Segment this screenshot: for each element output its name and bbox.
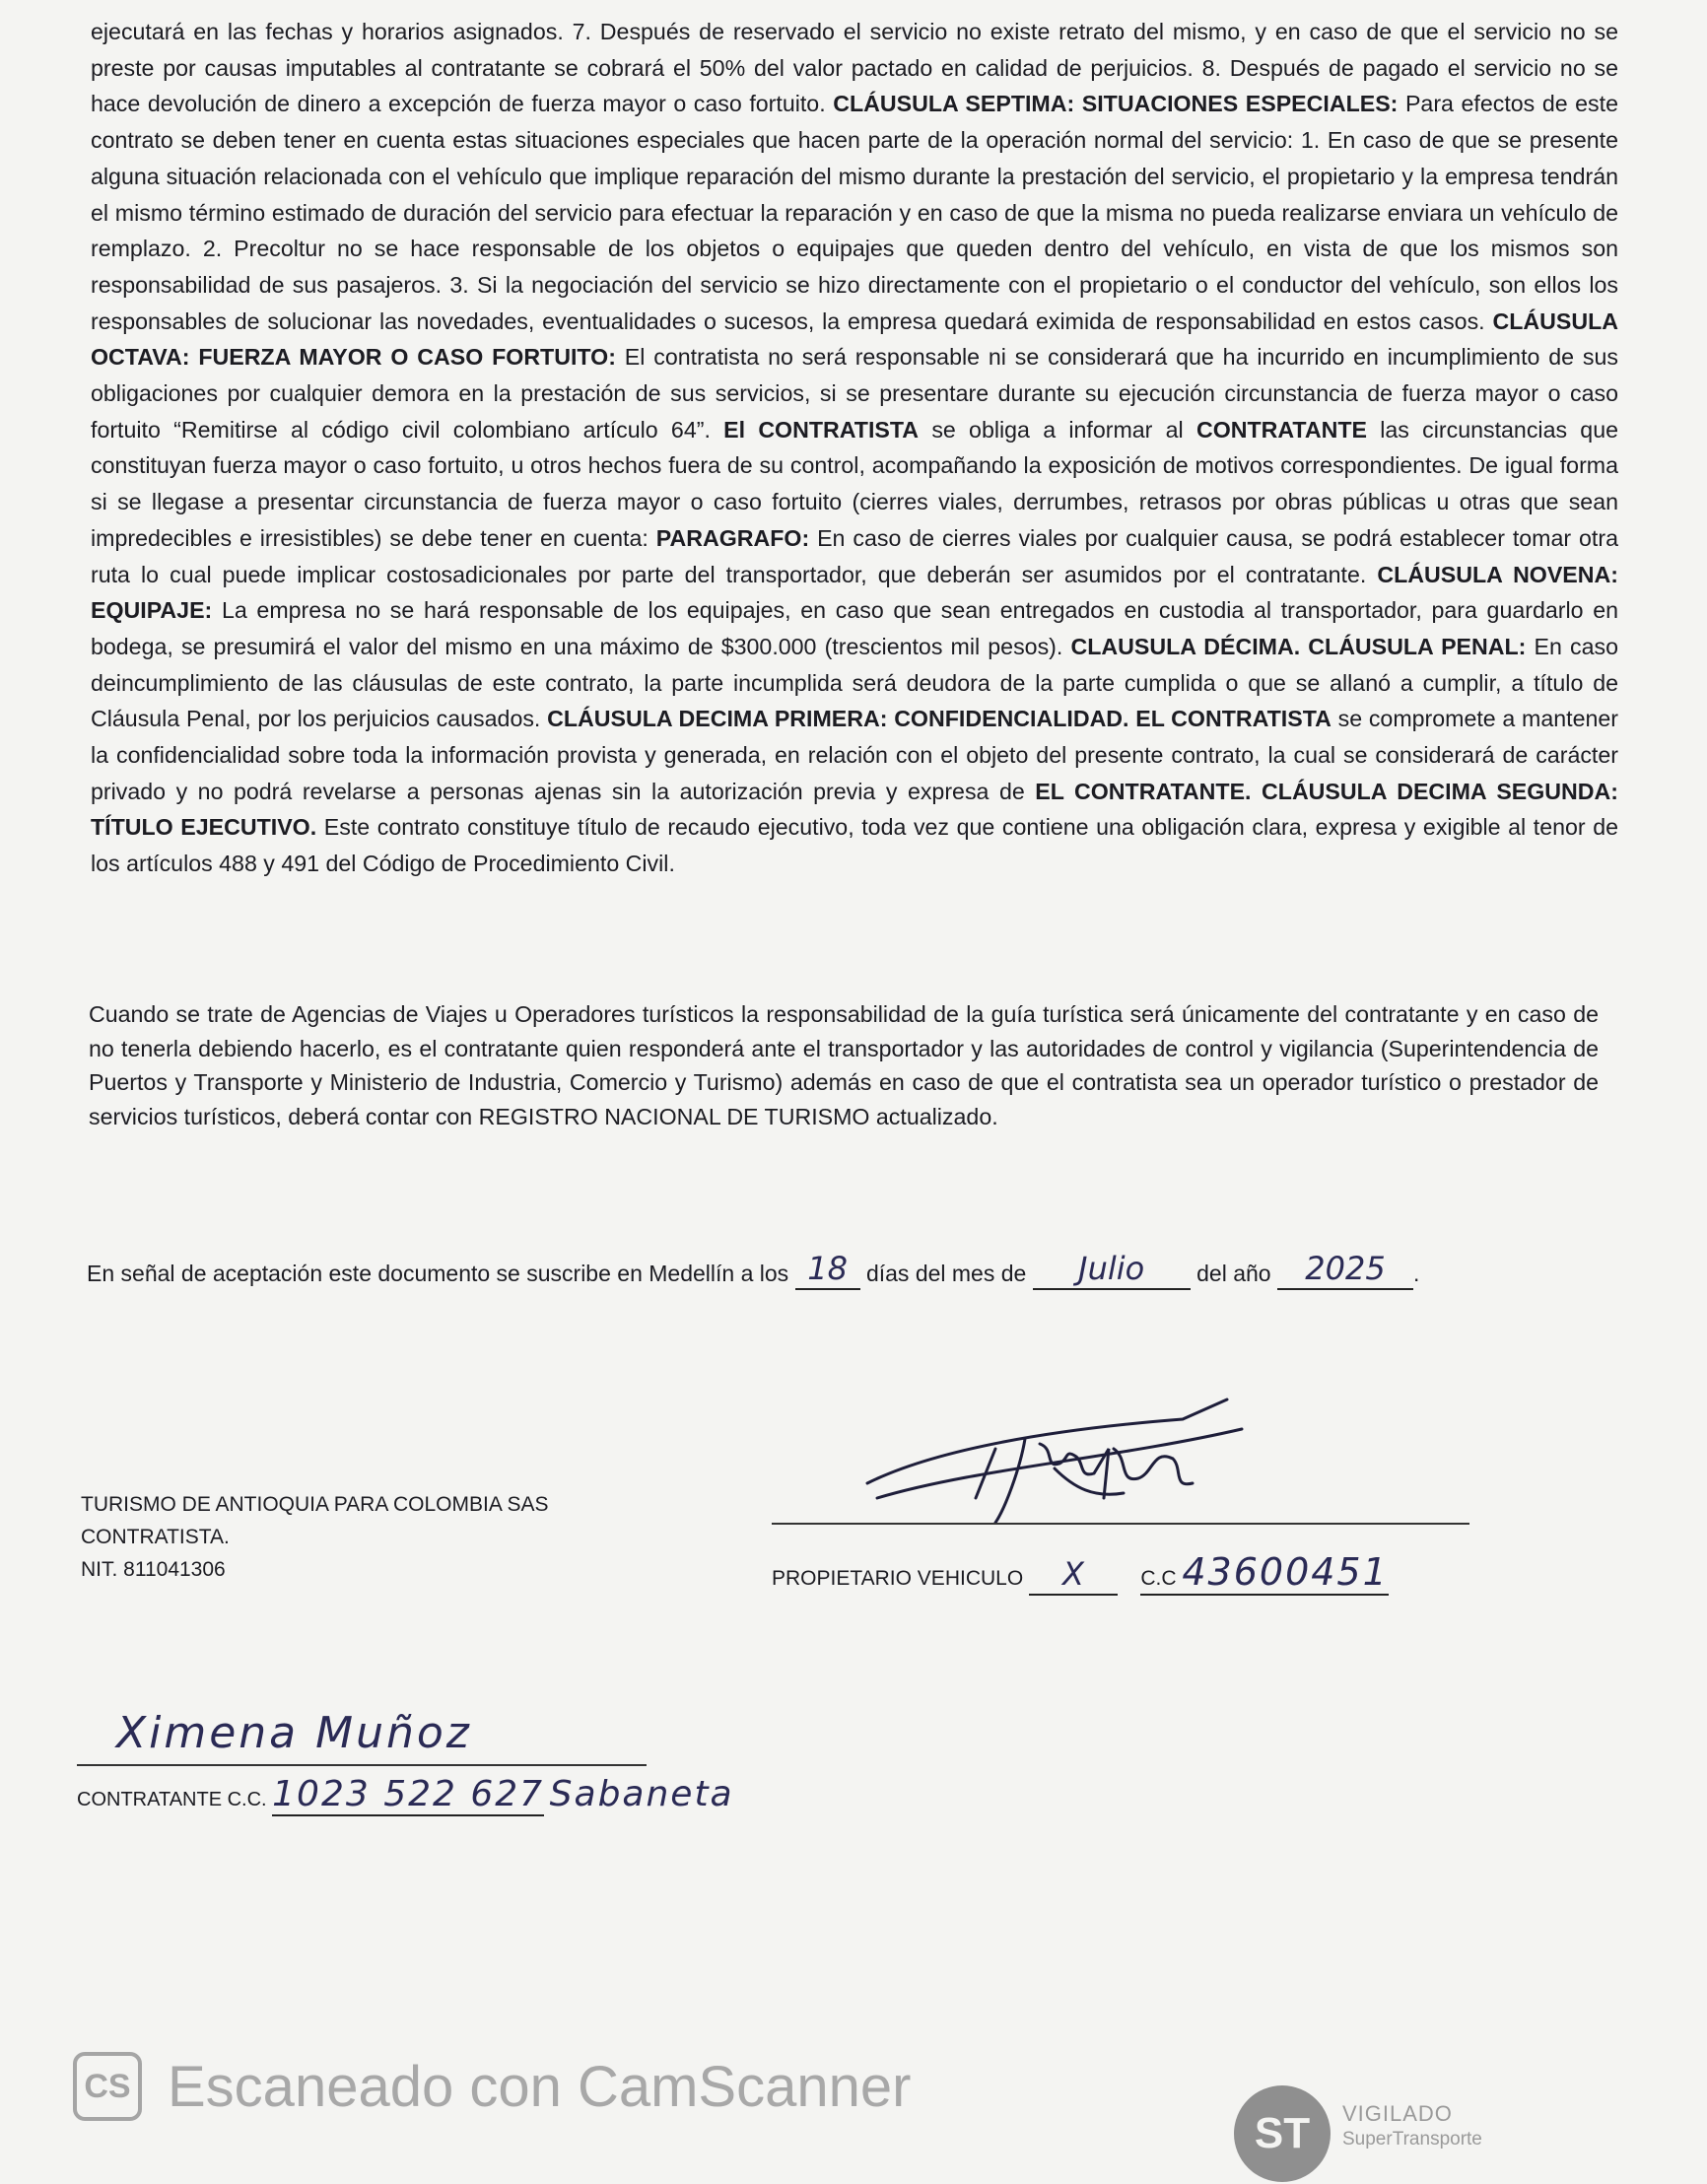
contratista-block: [81, 1488, 549, 1586]
day-value: 18: [807, 1250, 848, 1287]
contratista-role: CONTRATISTA.: [81, 1526, 230, 1548]
propietario-label: PROPIETARIO VEHICULO: [772, 1567, 1024, 1590]
clause-title: PARAGRAFO:: [655, 524, 810, 551]
clause-text: se obliga a informar al: [931, 416, 1184, 443]
contratante-cc-block: [77, 1774, 734, 1814]
month-field: [1033, 1250, 1191, 1290]
clause-text: El contratista no será responsable ni se considerará que ha incurrido en incumplimiento de sus obligaciones por cualquier demora en la prestación de sus servicios, si se presentare durante su ejecución circunstancia de fuerza mayor o caso fortuito “Remitirse al código civil colombiano artículo 64”.: [91, 344, 1618, 443]
clause-text: ejecutará en las fechas y horarios asignados. 7. Después de reservado el servicio no existe retrato del mismo, y en caso de que el servicio no se preste por causas imputables al contratante se cobrará el 50% del valor pactado en calidad de perjuicios. 8. Después de pagado el servicio no se hace devolución de dinero a excepción de fuerza mayor o caso fortuito.: [91, 19, 1618, 117]
company-name: TURISMO DE ANTIOQUIA PARA COLOMBIA SAS: [81, 1493, 549, 1516]
clause-title: CLÁUSULA DECIMA PRIMERA: CONFIDENCIALIDAD.: [547, 706, 1129, 732]
camscanner-logo-icon: CS: [73, 2052, 142, 2121]
clause-text: Para efectos de este contrato se deben tener en cuenta estas situaciones especiales que hacen parte de la operación normal del servicio: 1. En caso de que se presente alguna situación relacionada con el vehículo que implique reparación del mismo durante la prestación del servicio, el propietario y la empresa tendrán el mismo término estimado de duración del servicio para efectuar la reparación y en caso de que la misma no pueda realizarse enviara un vehículo de remplazo. 2. Precoltur no se hace responsable de los objetos o equipajes que queden dentro del vehículo, en vista de que los mismos son responsabilidad de sus pasajeros. 3. Si la negociación del servicio se hizo directamente con el propietario o el conductor del vehículo, son ellos los responsables de solucionar las novedades, eventualidades o sucesos, la empresa quedará eximida de responsabilidad en estos casos.: [91, 91, 1618, 334]
camscanner-watermark: Escaneado con CamScanner: [168, 2055, 912, 2119]
acceptance-prefix: En señal de aceptación este documento se suscribe en Medellín a los: [87, 1261, 789, 1286]
clause-text: Este contrato constituye título de recaudo ejecutivo, toda vez que contiene una obligación clara, expresa y exigible al tenor de los artículos 488 y 491 del Código de Procedimiento Civil.: [91, 814, 1618, 877]
owner-signature-line: [772, 1523, 1469, 1525]
contract-clauses: [91, 14, 1618, 882]
clause-text: En caso deincumplimiento de las cláusulas de este contrato, la parte incumplida será deudora de la parte cumplida o que se allanó a cumplir, a título de Cláusula Penal, por los perjuicios causados.: [91, 633, 1618, 732]
day-field: [795, 1250, 860, 1290]
contratante-name: Ximena Muñoz: [116, 1708, 472, 1758]
acceptance-month-label: días del mes de: [865, 1261, 1027, 1286]
acceptance-year-label: del año: [1196, 1261, 1271, 1286]
clause-title: CLAUSULA DÉCIMA. CLÁUSULA PENAL:: [1070, 633, 1527, 659]
party-name: EL CONTRATANTE.: [1035, 778, 1252, 804]
clause-text: La empresa no se hará responsable de los equipajes, en caso que sean entregados en custodia al transportador, para guardarlo en bodega, se presumirá el valor del mismo en una máximo de $300.000 (trescientos mil pesos).: [91, 597, 1618, 659]
propietario-mark-field: [1029, 1555, 1118, 1596]
clause-text: En caso de cierres viales por cualquier causa, se podrá establecer tomar otra ruta lo cual puede implicar costosadicionales por parte del transportador, que deberán ser asumidos por el contratante.: [91, 524, 1618, 587]
clause-title: CLÁUSULA DECIMA SEGUNDA: TÍTULO EJECUTIVO.: [91, 778, 1618, 841]
supertransporte-label: [1342, 2101, 1482, 2152]
contratante-label: CONTRATANTE C.C.: [77, 1789, 267, 1810]
seal-line-1: VIGILADO: [1342, 2101, 1453, 2126]
party-name: CONTRATANTE: [1195, 416, 1367, 443]
owner-signature: [857, 1390, 1252, 1528]
propietario-mark: X: [1062, 1555, 1084, 1593]
tourism-paragraph: Cuando se trate de Agencias de Viajes u Operadores turísticos la responsabilidad de la guía turística será únicamente del contratante y en caso de no tenerla debiendo hacerlo, es el contratante quien responderá ante el transportador y las autoridades de control y vigilancia (Superintendencia de Puertos y Transporte y Ministerio de Industria, Comercio y Turismo) además en caso de que el contratista sea un operador turístico o prestador de servicios turísticos, deberá contar con REGISTRO NACIONAL DE TURISMO actualizado.: [89, 1001, 1599, 1129]
year-field: [1277, 1250, 1413, 1290]
contratante-cc-value: 1023 522 627: [272, 1774, 545, 1814]
month-value: Julio: [1078, 1250, 1145, 1287]
cc-field: [1140, 1550, 1389, 1596]
supertransporte-seal-icon: ST: [1234, 2085, 1331, 2182]
clause-title: CLÁUSULA SEPTIMA: SITUACIONES ESPECIALES:: [833, 91, 1399, 117]
contratante-name-line: [77, 1708, 647, 1766]
year-value: 2025: [1305, 1250, 1386, 1287]
acceptance-line: [87, 1250, 1486, 1290]
clause-text: las circunstancias que constituyan fuerza mayor o caso fortuito, u otros hechos fuera de su control, acompañando la exposición de motivos correspondientes. De igual forma si se llegase a presentar circunstancia de fuerza mayor o caso fortuito (cierres viales, derrumbes, retrasos por obras públicas u otras que sean impredecibles e irresistibles) se debe tener en cuenta:: [91, 416, 1618, 551]
contratante-city: Sabaneta: [549, 1774, 734, 1814]
cc-label: C.C: [1140, 1567, 1177, 1590]
party-name: EL CONTRATISTA: [1135, 706, 1331, 732]
propietario-block: [772, 1550, 1389, 1596]
clause-title: CLÁUSULA OCTAVA: FUERZA MAYOR O CASO FORTUITO:: [91, 307, 1618, 371]
clause-text: se compromete a mantener la confidencialidad sobre toda la información provista y generada, en relación con el objeto del presente contrato, la cual se considerará de carácter privado y no podrá revelarse a personas ajenas sin la autorización previa y expresa de: [91, 706, 1618, 804]
seal-line-2: SuperTransporte: [1342, 2129, 1482, 2150]
clause-title: CLÁUSULA NOVENA: EQUIPAJE:: [91, 561, 1618, 624]
party-name: El CONTRATISTA: [723, 416, 920, 443]
acceptance-suffix: .: [1412, 1261, 1420, 1286]
nit: NIT. 811041306: [81, 1558, 226, 1581]
cc-value: 43600451: [1182, 1550, 1389, 1594]
